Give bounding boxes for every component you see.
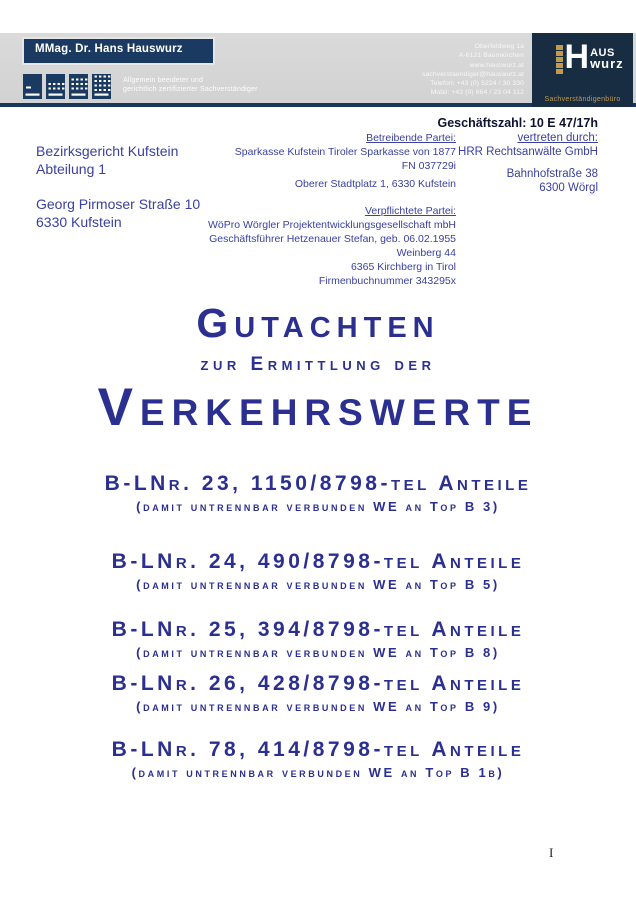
entry-blnr-25 <box>0 618 636 661</box>
contact-street: Oberfeldweg 1a <box>474 43 524 50</box>
letterhead-icons-row <box>23 74 258 99</box>
entry-subline: (damit untrennbar verbunden WE an Top B 8) <box>136 645 500 660</box>
building-icon-4 <box>92 74 111 99</box>
obligated-party-city: 6365 Kirchberg in Tirol <box>350 261 456 273</box>
contact-city: A-6121 Baumkirchen <box>458 52 524 60</box>
operating-party-name: Sparkasse Kufstein Tiroler Sparkasse von 1877 <box>234 146 456 158</box>
entry-blnr-26 <box>0 672 636 715</box>
title-subtitle: zur Ermittlung der <box>200 354 436 375</box>
contact-email: sachverstaendiger@hauswurz.at <box>422 70 524 78</box>
title-verkehrswerte: Verkehrswerte <box>97 378 539 437</box>
entry-title: B-LNr. 23, 1150/8798-tel Anteile <box>104 472 532 495</box>
contact-mobile: Mobil: +43 (0) 664 / 23 04 112 <box>430 89 524 97</box>
expert-designation-line-1: Allgemein beeideter und <box>123 77 204 84</box>
contact-block <box>422 42 524 98</box>
entry-title: B-LNr. 78, 414/8798-tel Anteile <box>111 738 525 761</box>
logo-text-wurz: wurz <box>590 56 624 71</box>
court-street: Georg Pirmoser Straße 10 <box>36 196 201 212</box>
document-title <box>0 301 636 436</box>
entry-title: B-LNr. 24, 490/8798-tel Anteile <box>111 550 525 573</box>
building-icon-2 <box>46 74 65 99</box>
logo-letter-h: H <box>564 38 590 76</box>
logo-text-aus: AUS <box>590 47 615 59</box>
building-icon-1 <box>23 74 42 99</box>
entry-subline: (damit untrennbar verbunden WE an Top B 9) <box>136 699 500 714</box>
represented-by-heading: vertreten durch: <box>517 132 598 144</box>
expert-name-box <box>24 39 213 63</box>
entry-subline: (damit untrennbar verbunden WE an Top B 3) <box>136 499 500 514</box>
entry-subline: (damit untrennbar verbunden WE an Top B 5) <box>136 577 500 592</box>
contact-phone: Telefon: +43 (0) 5224 / 30 330 <box>430 80 524 88</box>
obligated-party-street: Weinberg 44 <box>396 247 456 259</box>
hauswurz-logo-mark <box>556 38 624 76</box>
representative-name: HRR Rechtsanwälte GmbH <box>458 146 598 158</box>
entry-blnr-23 <box>0 472 636 515</box>
hauswurz-logo <box>532 33 633 107</box>
operating-party-address: Oberer Stadtplatz 1, 6330 Kufstein <box>294 178 456 190</box>
entry-title: B-LNr. 26, 428/8798-tel Anteile <box>111 672 525 695</box>
entry-subline: (damit untrennbar verbunden WE an Top B 1b) <box>131 765 505 780</box>
obligated-party-heading: Verpflichtete Partei: <box>364 205 456 217</box>
expert-designation-line-2: gerichtlich zertifizierter Sachverständiger <box>123 86 258 93</box>
court-department: Abteilung 1 <box>36 161 107 177</box>
operating-party-heading: Betreibende Partei: <box>366 132 456 144</box>
entry-title: B-LNr. 25, 394/8798-tel Anteile <box>111 618 525 641</box>
logo-caption: Sachverständigenbüro <box>544 96 621 103</box>
logo-brick-column-icon <box>556 45 563 74</box>
contact-website: www.hauswurz.at <box>469 61 524 69</box>
file-number: Geschäftszahl: 10 E 47/17h <box>437 116 598 130</box>
obligated-party-register: Firmenbuchnummer 343295x <box>318 275 456 287</box>
expert-name: MMag. Dr. Hans Hauswurz <box>35 43 183 55</box>
representative-street: Bahnhofstraße 38 <box>506 168 598 180</box>
court-name: Bezirksgericht Kufstein <box>36 143 179 159</box>
obligated-party-name: WöPro Wörgler Projektentwicklungsgesellschaft mbH <box>207 219 456 231</box>
letterhead-band <box>0 33 636 107</box>
representative-block <box>458 131 598 195</box>
page-number: I <box>549 845 554 860</box>
obligated-party-manager: Geschäftsführer Hetzenauer Stefan, geb. 06.02.1955 <box>209 233 456 245</box>
parties-block <box>168 131 456 288</box>
operating-party-register: FN 037729i <box>401 160 456 172</box>
title-gutachten: Gutachten <box>196 300 440 346</box>
building-icon-3 <box>69 74 88 99</box>
entry-blnr-78 <box>0 738 636 781</box>
entry-blnr-24 <box>0 550 636 593</box>
representative-city: 6300 Wörgl <box>539 182 598 194</box>
expert-designation <box>123 76 258 94</box>
logo-wordmark <box>590 48 624 74</box>
court-city: 6330 Kufstein <box>36 214 122 230</box>
